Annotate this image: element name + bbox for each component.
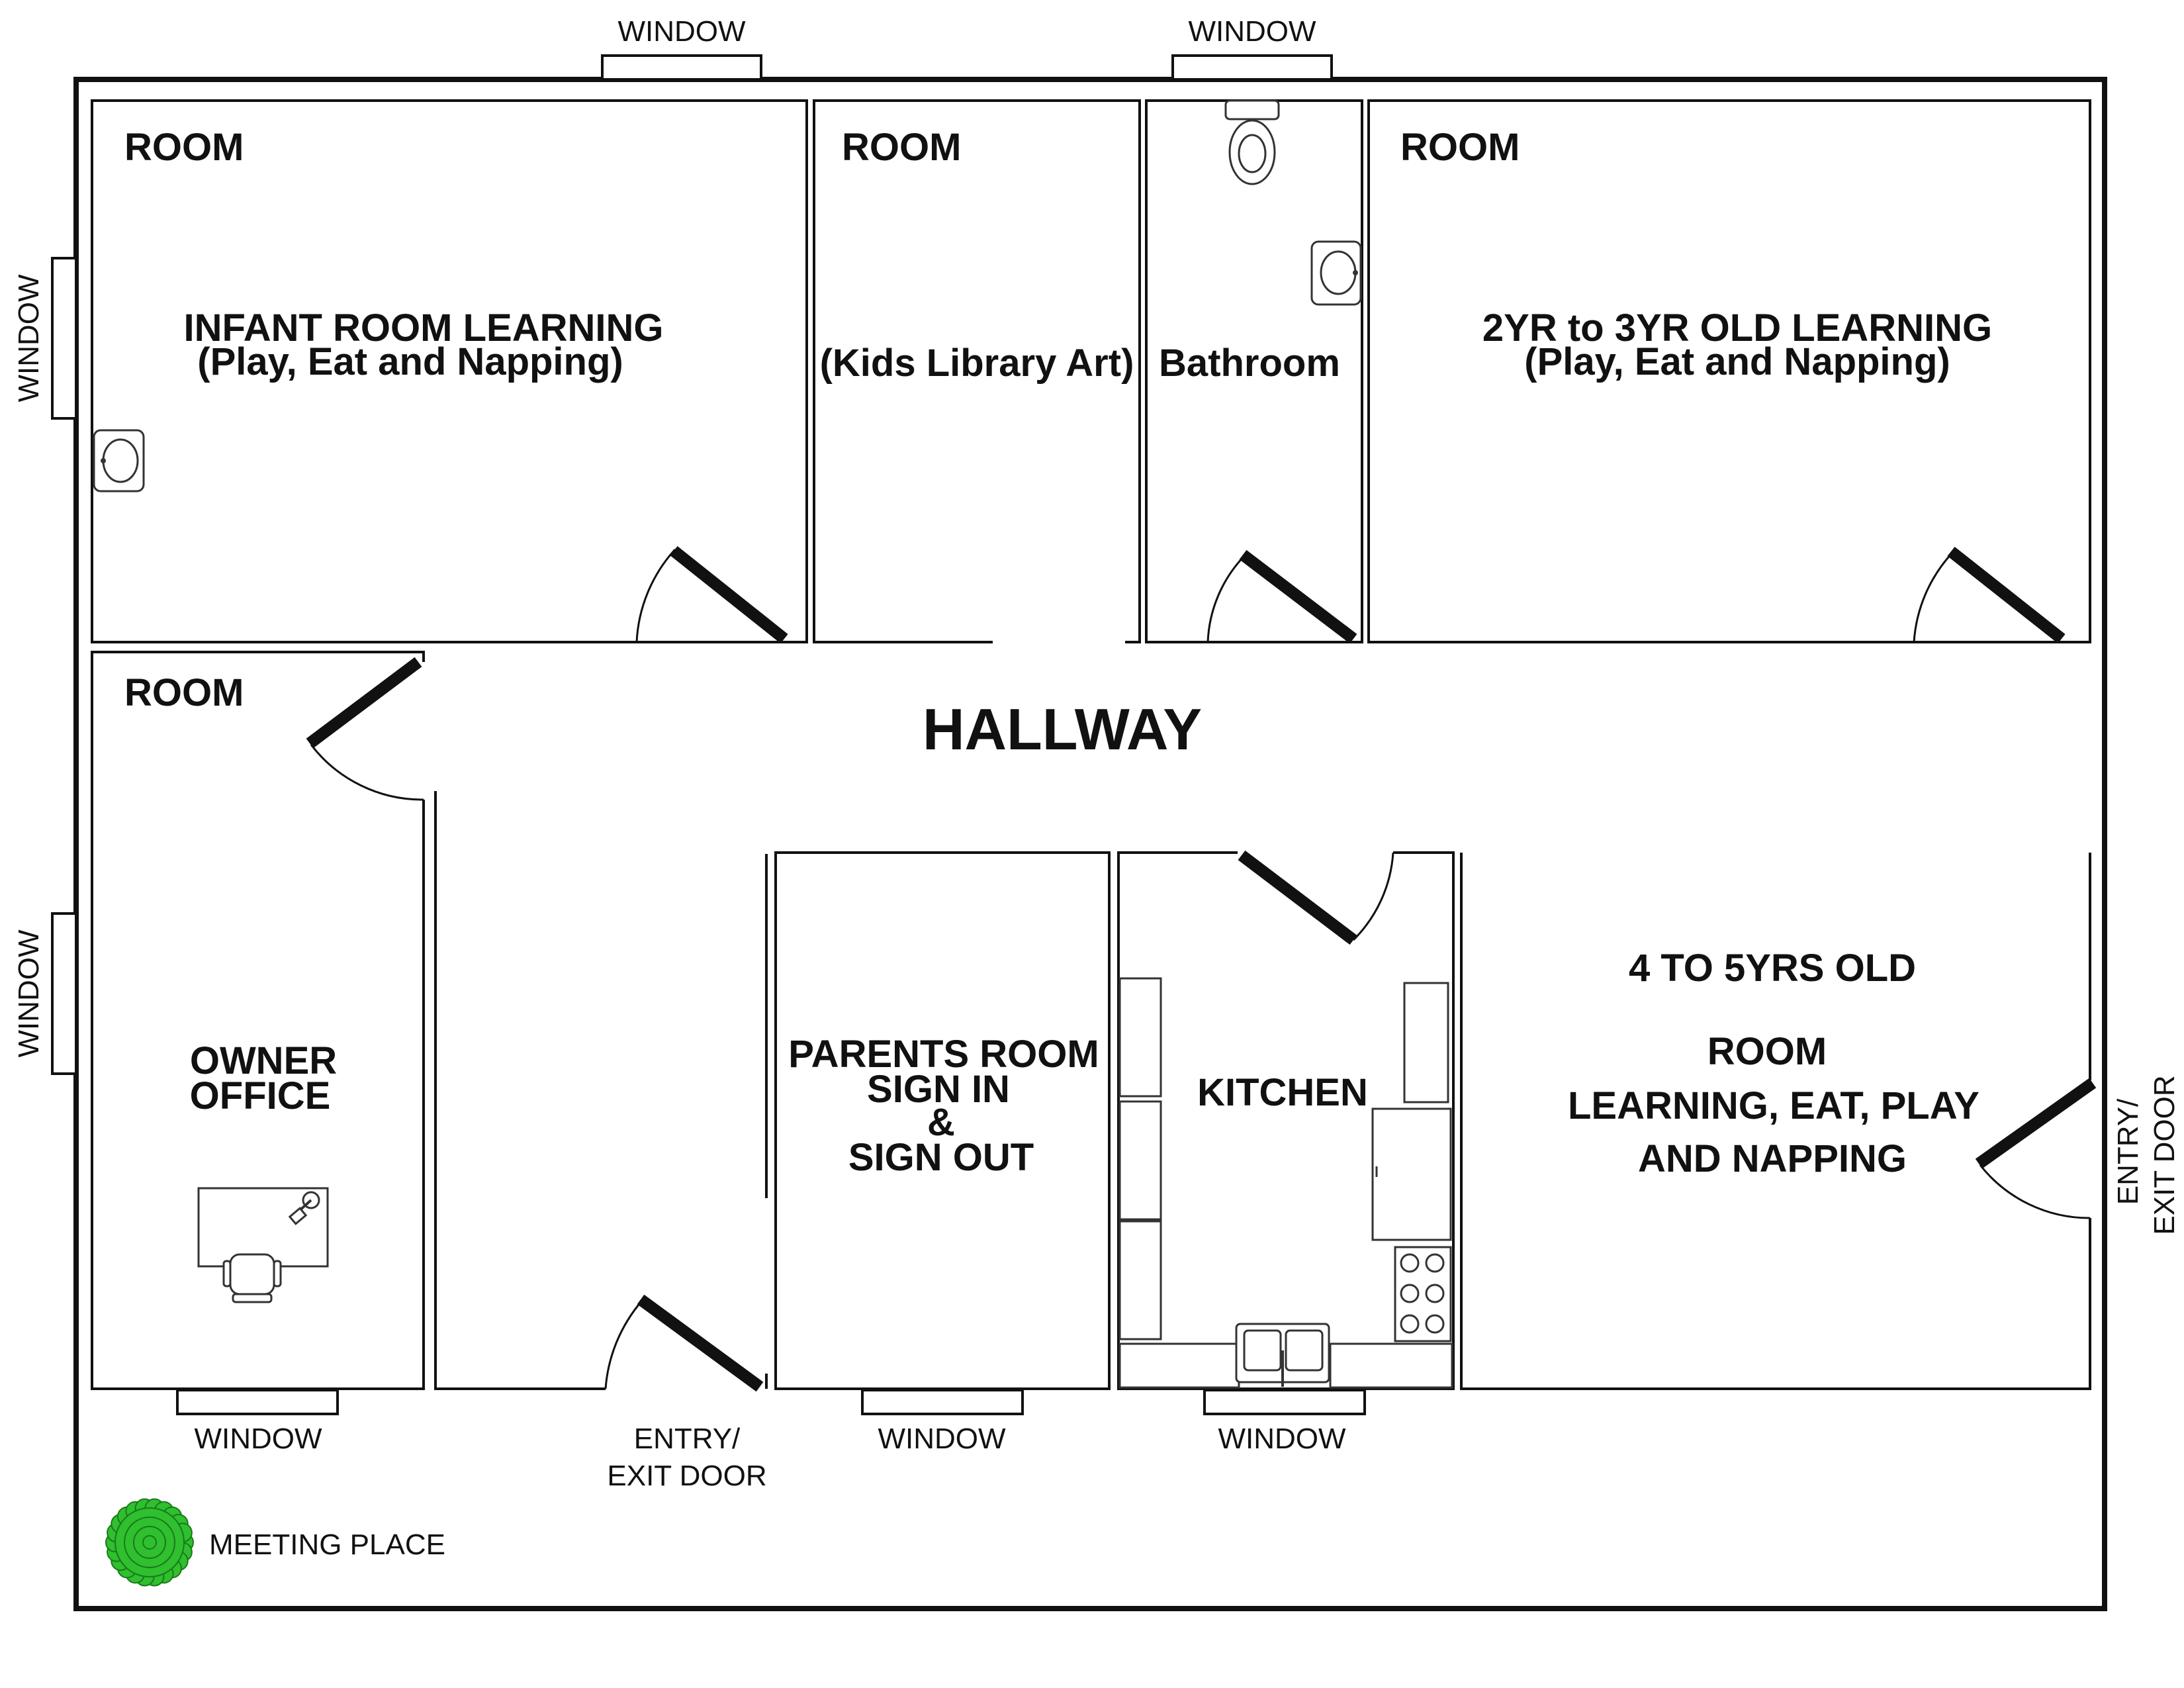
- room-kitchen: [1118, 853, 1453, 1389]
- sink-icon: [94, 430, 144, 491]
- room-name: PARENTS ROOM: [788, 1033, 1099, 1076]
- room-name: KITCHEN: [1197, 1071, 1368, 1114]
- door-side-entry: [1979, 1075, 2181, 1235]
- room-subtitle: OFFICE: [189, 1074, 331, 1117]
- window-top-right: [1173, 15, 1332, 79]
- window-bottom-kitchen: [1205, 1390, 1365, 1455]
- room-title: ROOM: [1400, 126, 1520, 169]
- room-library: [814, 101, 1140, 642]
- door-toddler: [1914, 551, 2062, 642]
- room-title: ROOM: [124, 671, 244, 714]
- meeting-place-label: MEETING PLACE: [209, 1528, 445, 1561]
- room-subtitle: LEARNING, EAT, PLAY: [1568, 1084, 1979, 1127]
- window-label: WINDOW: [13, 929, 45, 1058]
- door-office: [310, 662, 424, 800]
- window-left-upper: [13, 258, 76, 418]
- window-left-lower: [13, 914, 76, 1074]
- door-bathroom: [1208, 555, 1353, 642]
- room-subtitle: (Play, Eat and Napping): [1524, 340, 1950, 383]
- entry-corridor: [435, 791, 767, 1492]
- room-name: INFANT ROOM LEARNING: [183, 306, 664, 350]
- stove-icon: [1395, 1247, 1451, 1341]
- room-subtitle: ROOM: [1707, 1030, 1827, 1073]
- window-bottom-parents: [862, 1390, 1023, 1455]
- door-front-entry: [606, 1299, 760, 1389]
- room-title: ROOM: [124, 126, 244, 169]
- window-bottom-office: [177, 1390, 338, 1455]
- room-name: 4 TO 5YRS OLD: [1628, 947, 1917, 990]
- room-subtitle: SIGN IN: [867, 1068, 1010, 1111]
- entry-door-label: EXIT DOOR: [2148, 1075, 2181, 1235]
- tree-icon: [106, 1499, 193, 1586]
- toilet-icon: [1226, 101, 1279, 184]
- room-name: Bathroom: [1159, 342, 1340, 385]
- room-subtitle: (Play, Eat and Napping): [197, 340, 623, 383]
- meeting-place-legend: [106, 1499, 445, 1586]
- window-label: WINDOW: [617, 15, 746, 48]
- room-name: 2YR to 3YR OLD LEARNING: [1482, 306, 1993, 350]
- window-top-left: [602, 15, 761, 79]
- room-bathroom: [1146, 101, 1362, 642]
- entry-door-label: EXIT DOOR: [607, 1460, 767, 1492]
- room-title: ROOM: [842, 126, 962, 169]
- room-preschool: [1461, 853, 2090, 1389]
- window-label: WINDOW: [194, 1423, 322, 1455]
- room-office: [92, 652, 424, 1389]
- entry-door-label: ENTRY/: [633, 1423, 741, 1455]
- fridge-icon: [1373, 1109, 1451, 1240]
- hallway-label: HALLWAY: [922, 696, 1203, 762]
- window-label: WINDOW: [878, 1423, 1006, 1455]
- room-toddler: [1369, 101, 2090, 642]
- door-infant: [637, 549, 784, 642]
- chair-icon: [224, 1254, 281, 1302]
- entry-door-label: ENTRY/: [2112, 1098, 2144, 1205]
- room-subtitle: AND NAPPING: [1637, 1137, 1907, 1180]
- room-subtitle: SIGN OUT: [848, 1136, 1034, 1179]
- room-name: OWNER: [189, 1039, 338, 1082]
- window-label: WINDOW: [1188, 15, 1316, 48]
- kitchen-sink-icon: [1236, 1324, 1329, 1387]
- door-kitchen: [1242, 853, 1393, 940]
- window-label: WINDOW: [13, 274, 45, 402]
- sink-icon: [1312, 242, 1361, 305]
- room-name: (Kids Library Art): [819, 342, 1134, 385]
- window-label: WINDOW: [1218, 1423, 1346, 1455]
- room-parents: [776, 853, 1109, 1389]
- room-subtitle: &: [927, 1101, 955, 1144]
- room-infant: [92, 101, 807, 642]
